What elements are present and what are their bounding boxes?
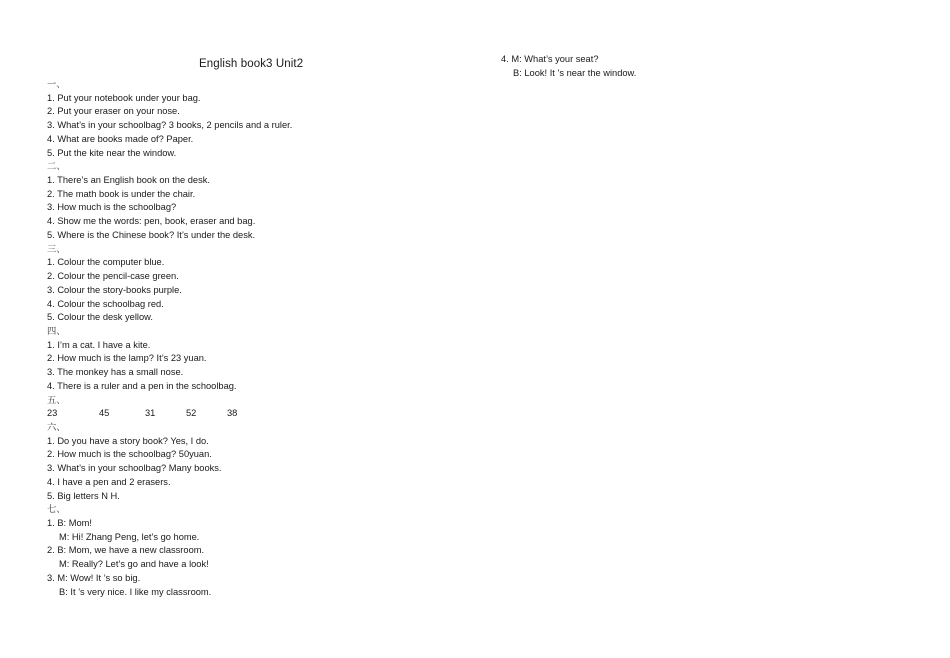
section-list-2 — [47, 421, 467, 599]
number-item: 23 — [47, 408, 58, 419]
number-item: 45 — [99, 408, 110, 419]
text-line: 3. How much is the schoolbag? — [47, 202, 177, 213]
text-line: 4. What are books made of? Paper. — [47, 133, 194, 144]
text-line: 2. Colour the pencil-case green. — [47, 271, 179, 282]
text-line: 4. M: What’s your seat? — [501, 54, 599, 64]
text-line: B: It ’s very nice. I like my classroom. — [59, 586, 212, 597]
section-heading: 一、 — [47, 79, 66, 89]
page-title: English book3 Unit2 — [199, 58, 304, 70]
text-line: 2. How much is the schoolbag? 50yuan. — [47, 449, 212, 460]
number-item: 31 — [145, 408, 156, 419]
text-line: M: Really? Let’s go and have a look! — [59, 559, 209, 570]
text-line: 2. Put your eraser on your nose. — [47, 106, 180, 117]
section-list-1 — [47, 78, 467, 407]
section-heading: 四、 — [47, 325, 66, 336]
number-item: 38 — [227, 408, 238, 419]
text-line: B: Look! It ’s near the window. — [513, 67, 637, 78]
text-line: 5. Put the kite near the window. — [47, 147, 177, 158]
text-line: 5. Big letters N H. — [47, 490, 120, 501]
section-heading: 五、 — [47, 394, 66, 405]
text-line: 2. B: Mom, we have a new classroom. — [47, 545, 205, 556]
text-line: 3. M: Wow! It ’s so big. — [47, 572, 141, 583]
text-line: 2. The math book is under the chair. — [47, 188, 196, 199]
text-line: 1. Colour the computer blue. — [47, 257, 165, 268]
text-line: M: Hi! Zhang Peng, let’s go home. — [59, 531, 200, 542]
text-line: 1. Put your notebook under your bag. — [47, 92, 201, 103]
text-line: 1. There’s an English book on the desk. — [47, 175, 210, 186]
text-line: 4. Show me the words: pen, book, eraser and bag. — [47, 216, 256, 227]
left-column — [47, 78, 467, 599]
text-line: 1. I’m a cat. I have a kite. — [47, 339, 151, 350]
text-line: 4. There is a ruler and a pen in the schoolbag. — [47, 380, 237, 391]
section-heading: 二、 — [47, 161, 66, 172]
text-line: 4. I have a pen and 2 erasers. — [47, 476, 171, 487]
right-column — [501, 53, 921, 80]
text-line: 4. Colour the schoolbag red. — [47, 298, 164, 309]
text-line: 2. How much is the lamp? It’s 23 yuan. — [47, 353, 207, 364]
text-line: 5. Where is the Chinese book? It’s under the desk. — [47, 229, 256, 240]
section-list-continued — [501, 53, 921, 80]
text-line: 1. Do you have a story book? Yes, I do. — [47, 435, 209, 446]
text-line: 3. What’s in your schoolbag? 3 books, 2 pencils and a ruler. — [47, 120, 293, 131]
text-line: 5. Colour the desk yellow. — [47, 312, 153, 323]
section-heading: 七、 — [47, 504, 66, 515]
text-line: 3. What’s in your schoolbag? Many books. — [47, 463, 222, 474]
text-line: 3. Colour the story-books purple. — [47, 284, 182, 295]
text-line: 1. B: Mom! — [47, 518, 92, 528]
numbers-row — [47, 407, 467, 421]
number-item: 52 — [186, 408, 197, 419]
text-line: 3. The monkey has a small nose. — [47, 367, 184, 378]
section-heading: 六、 — [47, 421, 66, 432]
section-heading: 三、 — [47, 243, 66, 254]
